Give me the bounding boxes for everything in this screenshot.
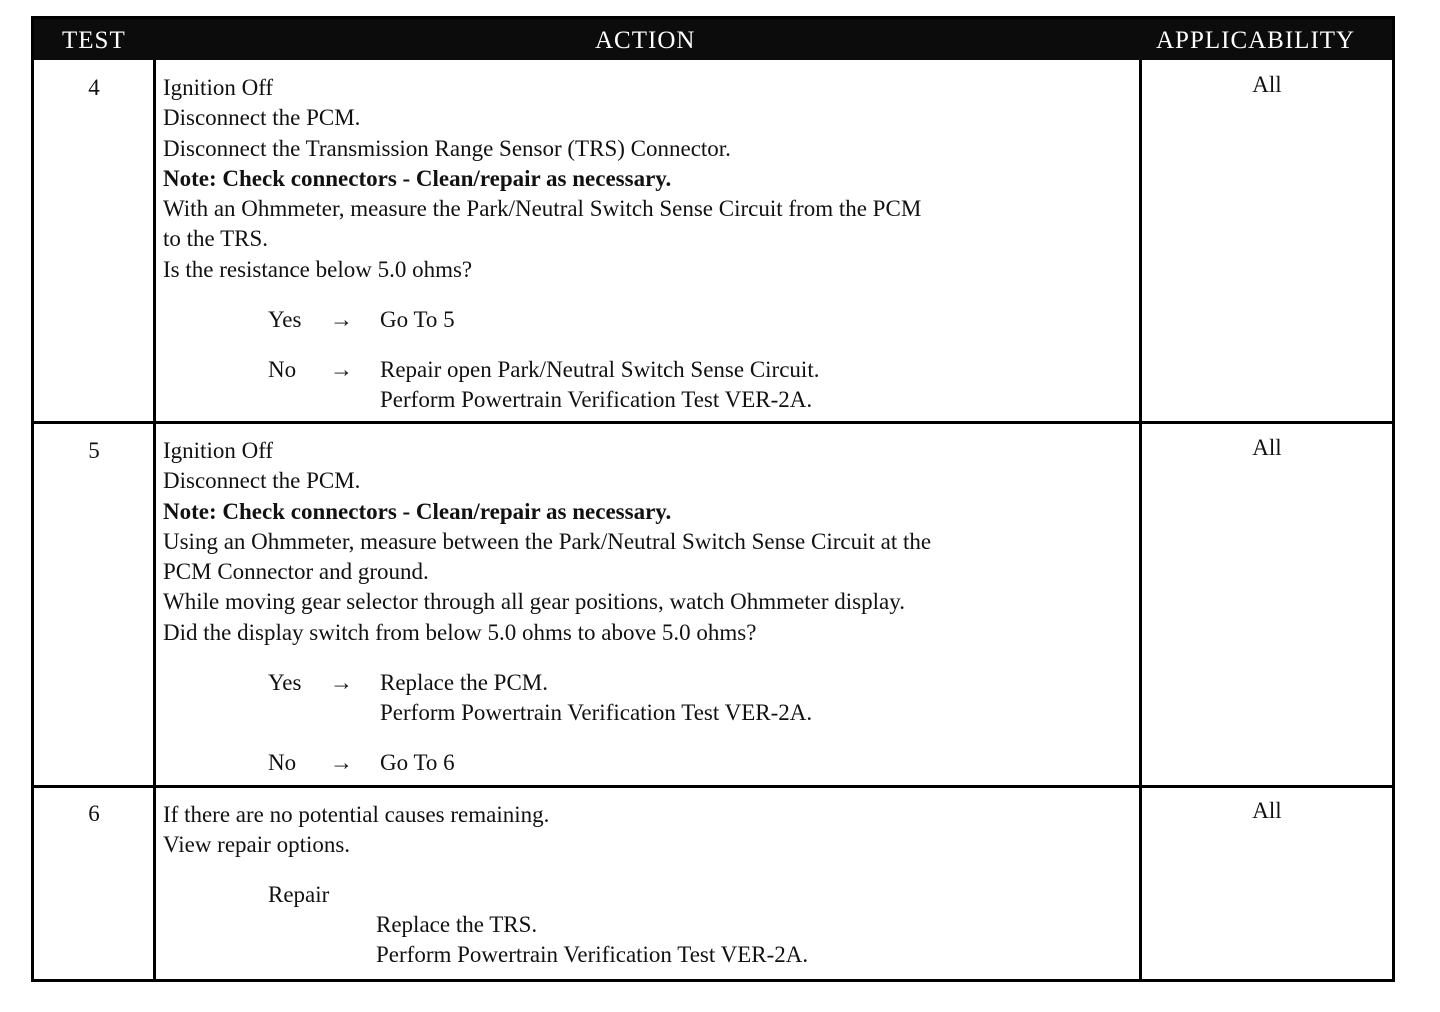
header-test: TEST xyxy=(62,27,126,54)
table-header xyxy=(34,19,1392,60)
action-note: Note: Check connectors - Clean/repair as necessary. xyxy=(163,165,672,191)
diagnostic-table xyxy=(31,16,1395,982)
option-label: Yes xyxy=(268,307,302,332)
repair-step: Perform Powertrain Verification Test VER-2A. xyxy=(376,942,809,967)
test-number: 5 xyxy=(88,438,100,463)
option-result: Perform Powertrain Verification Test VER-2A. xyxy=(380,387,813,412)
action-line: to the TRS. xyxy=(163,226,269,252)
action-question: Did the display switch from below 5.0 ohms to above 5.0 ohms? xyxy=(163,619,757,645)
action-line: Using an Ohmmeter, measure between the Park/Neutral Switch Sense Circuit at the xyxy=(163,528,932,554)
repair-label: Repair xyxy=(268,882,330,907)
action-line: Ignition Off xyxy=(163,438,274,463)
option-label: Yes xyxy=(268,670,302,695)
action-note: Note: Check connectors - Clean/repair as necessary. xyxy=(163,498,672,524)
arrow-icon: → xyxy=(330,750,353,775)
row-divider xyxy=(34,421,1392,424)
action-line: View repair options. xyxy=(163,832,351,858)
option-result: Replace the PCM. xyxy=(380,670,548,695)
action-text xyxy=(163,73,1143,285)
arrow-icon: → xyxy=(330,670,353,695)
applicability-value: All xyxy=(1252,435,1282,460)
action-line: If there are no potential causes remaining. xyxy=(163,802,550,827)
header-action: ACTION xyxy=(595,27,696,54)
applicability-value: All xyxy=(1252,798,1282,823)
action-line: While moving gear selector through all gear positions, watch Ohmmeter display. xyxy=(163,589,905,615)
action-line: Disconnect the Transmission Range Sensor (TRS) Connector. xyxy=(163,135,731,161)
option-result: Go To 5 xyxy=(380,307,455,332)
arrow-icon: → xyxy=(330,307,353,332)
column-divider xyxy=(153,60,156,979)
row-divider xyxy=(34,785,1392,788)
arrow-icon: → xyxy=(330,357,353,382)
option-label: No xyxy=(268,750,297,775)
option-result: Repair open Park/Neutral Switch Sense Circuit. xyxy=(380,357,820,382)
action-line: Disconnect the PCM. xyxy=(163,105,361,131)
test-number: 6 xyxy=(88,801,100,826)
action-line: Ignition Off xyxy=(163,75,274,100)
option-label: No xyxy=(268,357,297,382)
applicability-value: All xyxy=(1252,72,1282,97)
option-result: Perform Powertrain Verification Test VER-2A. xyxy=(380,700,813,725)
header-applicability: APPLICABILITY xyxy=(1156,27,1356,54)
repair-step: Replace the TRS. xyxy=(376,912,538,937)
action-line: With an Ohmmeter, measure the Park/Neutral Switch Sense Circuit from the PCM xyxy=(163,196,922,222)
action-line: Disconnect the PCM. xyxy=(163,468,361,494)
option-result: Go To 6 xyxy=(380,750,455,775)
action-text xyxy=(163,800,1143,861)
test-number: 4 xyxy=(88,75,100,100)
action-line: PCM Connector and ground. xyxy=(163,559,429,585)
action-question: Is the resistance below 5.0 ohms? xyxy=(163,256,473,282)
action-text xyxy=(163,436,1143,648)
